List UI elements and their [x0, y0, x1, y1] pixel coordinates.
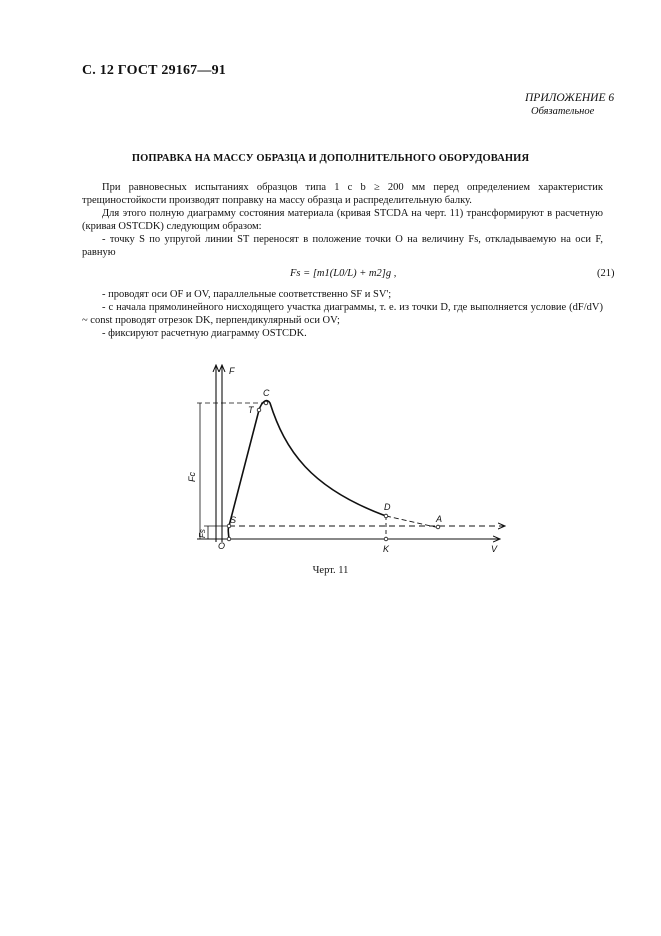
page-header: С. 12 ГОСТ 29167—91	[82, 63, 226, 78]
figure-caption: Черт. 11	[312, 565, 349, 576]
diagram-curve	[228, 401, 386, 539]
label-fs: Fs	[198, 529, 207, 538]
paragraph-2: Для этого полную диаграмму состояния материала (кривая STCDA на черт. 11) трансформируют в расчетную (кривая OSTCDK) следующим образом:	[82, 208, 603, 232]
point-d	[384, 514, 388, 518]
label-fc: Fc	[187, 472, 197, 482]
point-o	[227, 537, 231, 541]
point-a	[436, 525, 440, 529]
label-s: S	[230, 515, 237, 525]
formula-number: (21)	[597, 268, 615, 279]
label-k: K	[383, 544, 390, 554]
label-d: D	[384, 502, 391, 512]
point-k	[384, 537, 388, 541]
point-c	[264, 401, 268, 405]
bullet-3: - фиксируют расчетную диаграмму OSTCDK.	[102, 328, 307, 339]
formula-expression: Fs = [m1(L0/L) + m2]g ,	[290, 268, 397, 279]
bullet-2: - с начала прямолинейного нисходящего участка диаграммы, т. е. из точки D, где выполняется условие (dF/dV) ~ const проводят отрезок DK, перпендикулярный оси OV;	[82, 302, 603, 326]
label-t: T	[248, 405, 254, 415]
point-t	[257, 408, 261, 412]
label-a: A	[436, 514, 443, 524]
label-axis-f: F	[229, 366, 235, 376]
label-c: C	[263, 388, 270, 398]
section-title: ПОПРАВКА НА МАССУ ОБРАЗЦА И ДОПОЛНИТЕЛЬНОГО ОБОРУДОВАНИЯ	[131, 153, 530, 164]
appendix-label: ПРИЛОЖЕНИЕ 6	[525, 92, 615, 104]
paragraph-1: При равновесных испытаниях образцов типа 1 с b ≥ 200 мм перед определением характеристик трещиностойкости производят поправку на массу образца и распределительную балку.	[82, 182, 603, 206]
label-origin: O	[218, 541, 226, 551]
paragraph-3: - точку S по упругой линии ST переносят в положение точки O на величину Fs, откладываемую на оси F, равную	[82, 234, 603, 258]
bullet-1: - проводят оси OF и OV, параллельные соответственно SF и SV';	[102, 289, 392, 300]
appendix-status: Обязательное	[531, 106, 595, 117]
label-axis-v: V	[491, 544, 498, 554]
